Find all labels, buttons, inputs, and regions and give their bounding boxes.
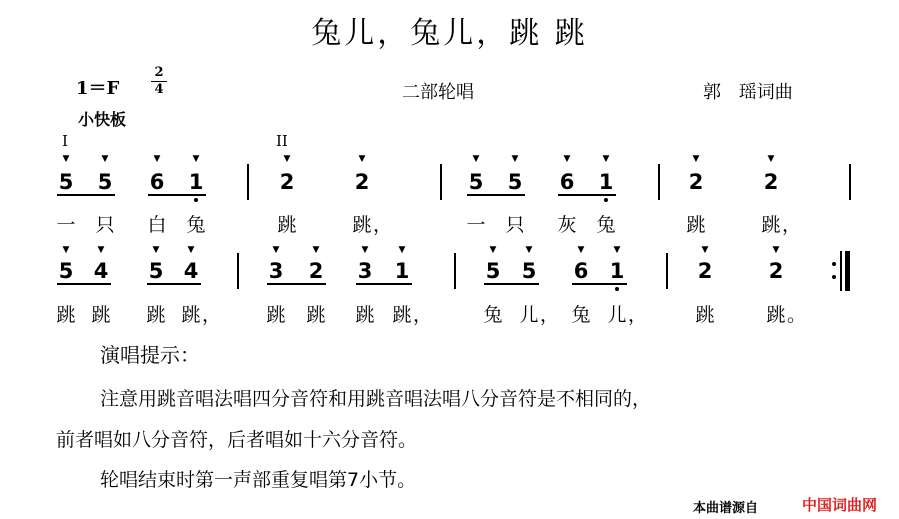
lyric-punct: ，	[540, 304, 560, 326]
note: 1	[188, 170, 204, 194]
staccato-mark: ▼	[101, 154, 109, 164]
note: 4	[93, 259, 109, 283]
repeat-dot	[832, 262, 836, 266]
lyric-char: 只	[95, 214, 115, 236]
lyric-char: 跳	[91, 304, 111, 326]
note: 5	[468, 170, 484, 194]
lyric-punct: ，	[373, 214, 393, 236]
time-signature-bottom: 4	[154, 82, 164, 97]
note: 5	[507, 170, 523, 194]
staccato-mark: ▼	[772, 245, 780, 255]
staccato-mark: ▼	[358, 154, 366, 164]
staccato-mark: ▼	[152, 245, 160, 255]
note: 6	[149, 170, 165, 194]
note: 5	[58, 259, 74, 283]
staccato-mark: ▼	[62, 154, 70, 164]
lyric-char: 跳	[56, 304, 76, 326]
lyric-char: 儿	[519, 304, 539, 326]
eighth-note-underline	[57, 283, 111, 285]
staccato-mark: ▼	[398, 245, 406, 255]
barline	[454, 253, 456, 289]
lyric-punct: ，	[628, 304, 648, 326]
staccato-mark: ▼	[153, 154, 161, 164]
note: 5	[521, 259, 537, 283]
note: 5	[97, 170, 113, 194]
lyric-char: 跳	[266, 304, 286, 326]
note: 1	[394, 259, 410, 283]
lyric-punct: 。	[787, 304, 807, 326]
note: 6	[559, 170, 575, 194]
source-label: 本曲谱源自	[693, 501, 759, 516]
lyric-char: 跳	[766, 304, 786, 326]
lyric-punct: ，	[413, 304, 433, 326]
staccato-mark: ▼	[283, 154, 291, 164]
staccato-mark: ▼	[312, 245, 320, 255]
lyric-char: 儿	[607, 304, 627, 326]
eighth-note-underline	[267, 283, 326, 285]
barline	[666, 253, 668, 289]
note: 5	[58, 170, 74, 194]
lyric-char: 灰	[557, 214, 577, 236]
lyric-char: 跳	[686, 214, 706, 236]
key-signature: 1＝F	[76, 78, 120, 99]
lyric-punct: ，	[782, 214, 802, 236]
note: 6	[573, 259, 589, 283]
staccato-mark: ▼	[577, 245, 585, 255]
staccato-mark: ▼	[187, 245, 195, 255]
staccato-mark: ▼	[272, 245, 280, 255]
staccato-mark: ▼	[525, 245, 533, 255]
staccato-mark: ▼	[511, 154, 519, 164]
performance-note-line: 前者唱如八分音符，后者唱如十六分音符。	[56, 429, 418, 451]
lyric-char: 跳	[695, 304, 715, 326]
tempo-marking: 小快板	[78, 110, 127, 129]
staccato-mark: ▼	[489, 245, 497, 255]
note: 5	[485, 259, 501, 283]
eighth-note-underline	[558, 194, 616, 196]
note: 5	[148, 259, 164, 283]
eighth-note-underline	[356, 283, 412, 285]
repeat-dot	[832, 275, 836, 279]
lyric-char: 兔	[483, 304, 503, 326]
staccato-mark: ▼	[97, 245, 105, 255]
composer-credit: 郭 瑶词曲	[703, 82, 793, 103]
note: 2	[688, 170, 704, 194]
eighth-note-underline	[148, 194, 206, 196]
barline	[440, 164, 442, 200]
staccato-mark: ▼	[767, 154, 775, 164]
note: 1	[609, 259, 625, 283]
barline	[658, 164, 660, 200]
note: 2	[354, 170, 370, 194]
eighth-note-underline	[484, 283, 539, 285]
lyric-char: 只	[505, 214, 525, 236]
subtitle: 二部轮唱	[402, 82, 474, 103]
lyric-punct: ，	[202, 304, 222, 326]
lyric-char: 一	[466, 214, 486, 236]
staccato-mark: ▼	[563, 154, 571, 164]
note: 2	[697, 259, 713, 283]
low-octave-dot	[194, 198, 198, 202]
note: 2	[763, 170, 779, 194]
source-site-link[interactable]: 中国词曲网	[802, 496, 878, 514]
lyric-char: 白	[147, 214, 167, 236]
staccato-mark: ▼	[472, 154, 480, 164]
barline	[849, 164, 851, 200]
time-signature-top: 2	[154, 65, 164, 80]
barline	[237, 253, 239, 289]
lyric-char: 跳	[352, 214, 372, 236]
lyric-char: 兔	[186, 214, 206, 236]
lyric-char: 兔	[596, 214, 616, 236]
final-barline-thick	[845, 251, 850, 291]
staccato-mark: ▼	[602, 154, 610, 164]
note: 3	[357, 259, 373, 283]
performance-notes-heading: 演唱提示：	[100, 343, 200, 367]
part-label-1: I	[62, 132, 68, 150]
lyric-char: 跳	[306, 304, 326, 326]
note: 2	[308, 259, 324, 283]
staccato-mark: ▼	[692, 154, 700, 164]
time-signature	[151, 66, 167, 97]
note: 2	[279, 170, 295, 194]
barline	[247, 164, 249, 200]
note: 3	[268, 259, 284, 283]
lyric-char: 跳	[392, 304, 412, 326]
lyric-char: 跳	[181, 304, 201, 326]
staccato-mark: ▼	[701, 245, 709, 255]
note: 2	[768, 259, 784, 283]
note: 1	[598, 170, 614, 194]
note: 4	[183, 259, 199, 283]
part-label-2: II	[276, 132, 288, 150]
eighth-note-underline	[572, 283, 627, 285]
eighth-note-underline	[147, 283, 201, 285]
low-octave-dot	[615, 287, 619, 291]
lyric-char: 跳	[761, 214, 781, 236]
eighth-note-underline	[467, 194, 525, 196]
performance-note-line: 注意用跳音唱法唱四分音符和用跳音唱法唱八分音符是不相同的，	[100, 388, 652, 410]
lyric-char: 跳	[355, 304, 375, 326]
lyric-char: 一	[56, 214, 76, 236]
performance-note-line: 轮唱结束时第一声部重复唱第7小节。	[100, 469, 417, 491]
staccato-mark: ▼	[192, 154, 200, 164]
lyric-char: 兔	[571, 304, 591, 326]
lyric-char: 跳	[277, 214, 297, 236]
low-octave-dot	[604, 198, 608, 202]
staccato-mark: ▼	[62, 245, 70, 255]
lyric-char: 跳	[146, 304, 166, 326]
song-title: 兔儿，兔儿，跳 跳	[311, 16, 588, 51]
staccato-mark: ▼	[361, 245, 369, 255]
eighth-note-underline	[57, 194, 115, 196]
final-barline-thin	[840, 251, 842, 291]
staccato-mark: ▼	[613, 245, 621, 255]
